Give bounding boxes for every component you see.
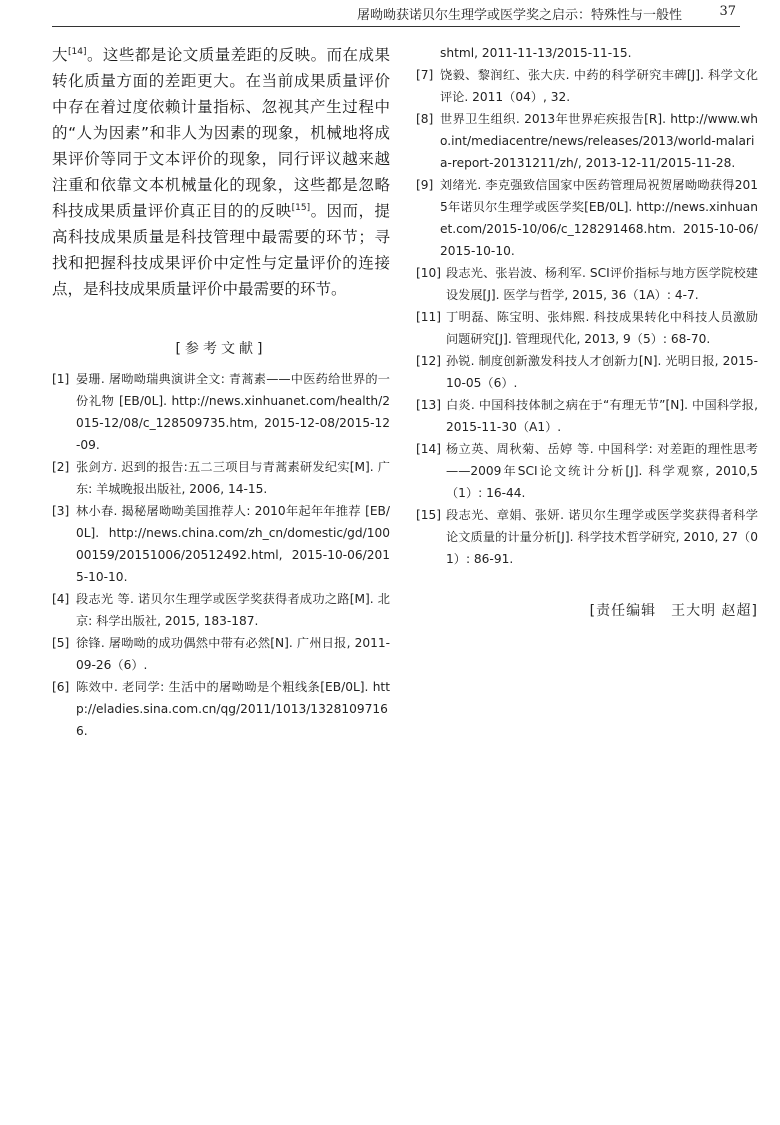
reference-text: 林小春. 揭秘屠呦呦美国推荐人: 2010年起年年推荐 [EB/0L]. http://news.china.com/zh_cn/domestic/gd/10000159/20151006/20512492.html, 2015-10-06/2015-10-10. — [76, 504, 390, 584]
reference-item — [416, 306, 758, 350]
reference-item — [416, 350, 758, 394]
reference-number: [13] — [416, 398, 442, 412]
reference-item — [52, 632, 390, 676]
right-column — [416, 42, 758, 570]
reference-text: 晏珊. 屠呦呦瑞典演讲全文: 青蒿素——中医药给世界的一份礼物 [EB/0L]. http://news.xinhuanet.com/health/2015-12/08/c_128509735.htm, 2015-12-08/2015-12-09. — [76, 372, 390, 452]
running-title: 屠呦呦获诺贝尔生理学或医学奖之启示：特殊性与一般性 — [356, 8, 682, 23]
body-paragraph — [52, 42, 390, 302]
reference-item — [52, 676, 390, 742]
reference-item — [416, 108, 758, 174]
reference-item — [416, 394, 758, 438]
reference-item — [416, 504, 758, 570]
responsible-editor: [责任编辑 王大明 赵超] — [589, 603, 758, 619]
reference-text: 徐锋. 屠呦呦的成功偶然中带有必然[N]. 广州日报, 2011-09-26（6）. — [76, 636, 390, 672]
body-text-end: 。因而，提高科技成果质量是科技管理中最需要的环节；寻找和把握科技成果评价中定性与定量评价的连接点，是科技成果质量评价中最需要的环节。 — [52, 202, 390, 298]
reference-number: [10] — [416, 266, 442, 280]
reference-item — [416, 174, 758, 262]
reference-text: 段志光、张岩波、杨利军. SCI评价指标与地方医学院校建设发展[J]. 医学与哲学, 2015, 36（1A）: 4-7. — [446, 266, 758, 302]
reference-number: [12] — [416, 354, 442, 368]
reference-number: [9] — [416, 178, 434, 192]
reference-item — [52, 456, 390, 500]
reference-number: [14] — [416, 442, 442, 456]
reference-item — [52, 500, 390, 588]
reference-text: 孙锐. 制度创新激发科技人才创新力[N]. 光明日报, 2015-10-05（6）. — [446, 354, 758, 390]
reference-text: 杨立英、周秋菊、岳婷 等. 中国科学: 对差距的理性思考——2009年SCI论文统计分析[J]. 科学观察, 2010,5（1）: 16-44. — [446, 442, 758, 500]
reference-text: 白炎. 中国科技体制之病在于“有理无节”[N]. 中国科学报, 2015-11-30（A1）. — [446, 398, 758, 434]
reference-text: 刘绪光. 李克强致信国家中医药管理局祝贺屠呦呦获得2015年诺贝尔生理学或医学奖[EB/0L]. http://news.xinhuanet.com/2015-10/06/c_128291468.htm. 2015-10-06/2015-10-10. — [440, 178, 758, 258]
reference-number: [8] — [416, 112, 434, 126]
reference-text: shtml, 2011-11-13/2015-11-15. — [440, 46, 632, 60]
reference-number: [7] — [416, 68, 434, 82]
reference-number: [1] — [52, 372, 70, 386]
reference-continuation — [416, 42, 758, 64]
reference-text: 世界卫生组织. 2013年世界疟疾报告[R]. http://www.who.int/mediacentre/news/releases/2013/world-malaria-report-20131211/zh/, 2013-12-11/2015-11-28. — [440, 112, 758, 170]
reference-number: [11] — [416, 310, 442, 324]
reference-item — [416, 262, 758, 306]
body-text-middle: 。这些都是论文质量差距的反映。而在成果转化质量方面的差距更大。在当前成果质量评价中存在着过度依赖计量指标、忽视其产生过程中的“人为因素”和非人为因素的现象，机械地将成果评价等同于文本评价的现象，同行评议越来越注重和依靠文本机械量化的现象，这些都是忽略科技成果质量评价真正目的的反映 — [52, 46, 390, 220]
left-column — [52, 42, 390, 742]
reference-text: 段志光 等. 诺贝尔生理学或医学奖获得者成功之路[M]. 北京: 科学出版社, 2015, 183-187. — [76, 592, 390, 628]
reference-text: 段志光、章娟、张妍. 诺贝尔生理学或医学奖获得者科学论文质量的计量分析[J]. 科学技术哲学研究, 2010, 27（01）: 86-91. — [446, 508, 758, 566]
page-number: 37 — [719, 4, 736, 19]
reference-number: [15] — [416, 508, 442, 522]
citation-15: [15] — [291, 202, 311, 213]
citation-14: [14] — [67, 46, 87, 57]
reference-number: [4] — [52, 592, 70, 606]
reference-item — [416, 438, 758, 504]
reference-text: 陈效中. 老同学: 生活中的屠呦呦是个粗线条[EB/0L]. http://eladies.sina.com.cn/qg/2011/1013/13281097166. — [76, 680, 390, 738]
reference-text: 丁明磊、陈宝明、张炜熙. 科技成果转化中科技人员激励问题研究[J]. 管理现代化, 2013, 9（5）: 68-70. — [446, 310, 758, 346]
reference-text: 饶毅、黎润红、张大庆. 中药的科学研究丰碑[J]. 科学文化评论. 2011（04）, 32. — [440, 68, 758, 104]
reference-number: [2] — [52, 460, 70, 474]
reference-number: [3] — [52, 504, 70, 518]
references-list-left — [52, 368, 390, 742]
reference-text: 张剑方. 迟到的报告:五二三项目与青蒿素研发纪实[M]. 广东: 羊城晚报出版社, 2006, 14-15. — [76, 460, 390, 496]
reference-item — [52, 588, 390, 632]
reference-number: [5] — [52, 636, 70, 650]
running-header — [52, 0, 740, 27]
body-text-start: 大 — [52, 46, 68, 64]
reference-item — [52, 368, 390, 456]
reference-number: [6] — [52, 680, 70, 694]
reference-item — [416, 64, 758, 108]
references-heading: [参考文献] — [175, 341, 267, 357]
